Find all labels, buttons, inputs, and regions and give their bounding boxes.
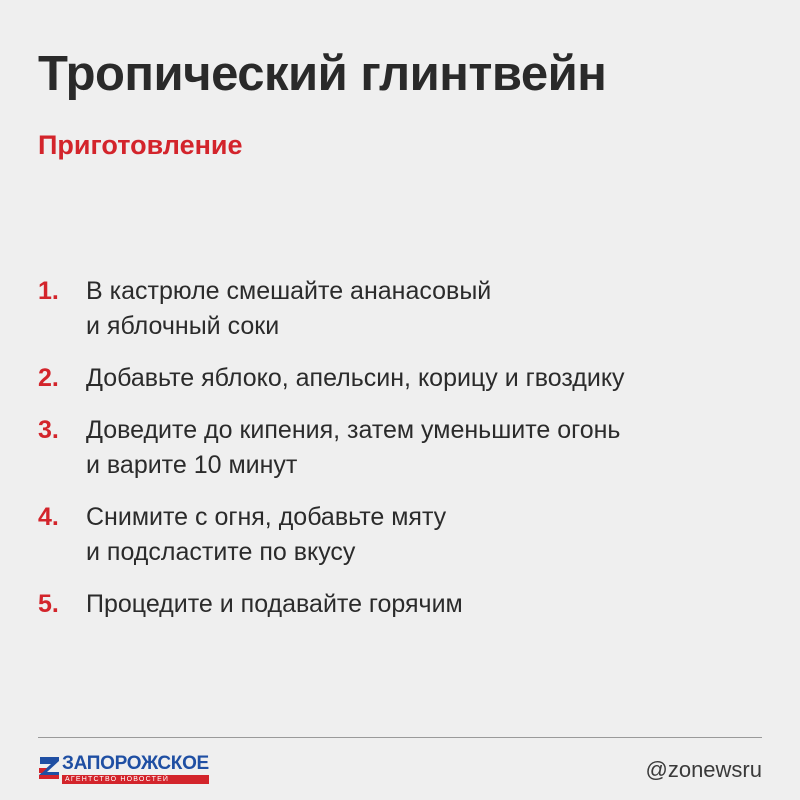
step-text-line: Снимите с огня, добавьте мяту [86,503,447,531]
z-logo-icon [38,755,60,781]
step-number: 4. [38,503,59,531]
step-text-line: Доведите до кипения, затем уменьшите огонь [86,416,621,444]
logo-wordmark [62,755,209,784]
footer-divider [38,737,762,738]
step-number: 5. [38,590,59,618]
step-text-line: и яблочный соки [86,312,280,340]
social-handle: @zonewsru [645,757,762,782]
step-item [38,274,758,344]
step-text [86,361,625,396]
step-number: 3. [38,416,59,444]
step-text [86,274,491,344]
logo-tagline: АГЕНТСТВО НОВОСТЕЙ [62,775,209,784]
step-text-line: Добавьте яблоко, апельсин, корицу и гвоздику [86,364,625,392]
logo-name: ЗАПОРОЖСКОЕ [62,753,209,774]
page-title: Тропический глинтвейн [38,47,607,101]
step-text [86,413,620,483]
step-text [86,500,446,570]
step-text-line: и подсластите по вкусу [86,538,356,566]
step-text-line: Процедите и подавайте горячим [86,590,463,618]
step-number: 2. [38,364,59,392]
brand-logo [38,755,209,784]
step-text [86,587,463,622]
steps-list [38,274,758,639]
step-item [38,500,758,570]
step-item [38,361,758,396]
step-item [38,413,758,483]
step-number: 1. [38,277,59,305]
step-item [38,587,758,622]
section-subtitle: Приготовление [38,130,243,160]
step-text-line: В кастрюле смешайте ананасовый [86,277,492,305]
step-text-line: и варите 10 минут [86,451,298,479]
